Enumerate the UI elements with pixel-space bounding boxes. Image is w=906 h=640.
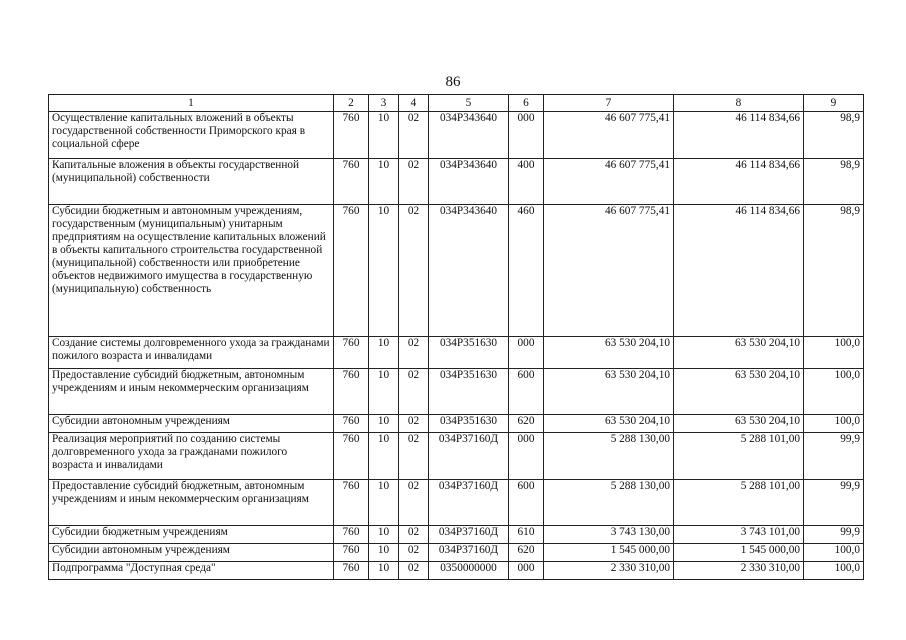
col-2: 760	[334, 433, 369, 480]
table-row	[49, 159, 864, 205]
col-4: 02	[399, 159, 429, 205]
col-3: 10	[369, 562, 399, 580]
col-2: 760	[334, 159, 369, 205]
col-8: 3 743 101,00	[674, 526, 804, 544]
col-6: 400	[509, 159, 544, 205]
col-5: 034Р351630	[429, 369, 509, 415]
col-8: 46 114 834,66	[674, 205, 804, 337]
col-3: 10	[369, 544, 399, 562]
row-name: Капитальные вложения в объекты государственной (муниципальной) собственности	[49, 159, 334, 205]
row-name: Субсидии автономным учреждениям	[49, 415, 334, 433]
col-2: 760	[334, 562, 369, 580]
row-name: Субсидии бюджетным и автономным учреждениям, государственным (муниципальным) унитарным предприятиям на осуществление капитальных вложений в объекты капитального строительства государственной (муниципальной) собственности или приобретение объектов недвижимого имущества в государственную (муниципальную) собственность	[49, 205, 334, 337]
col-6: 620	[509, 415, 544, 433]
header-cell: 7	[544, 95, 674, 112]
header-row	[49, 95, 864, 112]
header-cell: 4	[399, 95, 429, 112]
col-5: 034Р343640	[429, 159, 509, 205]
col-8: 63 530 204,10	[674, 415, 804, 433]
header-cell: 1	[49, 95, 334, 112]
col-7: 46 607 775,41	[544, 159, 674, 205]
table-row	[49, 544, 864, 562]
col-4: 02	[399, 205, 429, 337]
header-cell: 5	[429, 95, 509, 112]
col-7: 2 330 310,00	[544, 562, 674, 580]
row-name: Субсидии бюджетным учреждениям	[49, 526, 334, 544]
col-7: 46 607 775,41	[544, 112, 674, 159]
col-4: 02	[399, 433, 429, 480]
col-2: 760	[334, 415, 369, 433]
col-9: 98,9	[804, 159, 864, 205]
col-9: 98,9	[804, 112, 864, 159]
header-cell: 9	[804, 95, 864, 112]
row-name: Создание системы долговременного ухода за гражданами пожилого возраста и инвалидами	[49, 337, 334, 369]
col-9: 100,0	[804, 337, 864, 369]
col-9: 100,0	[804, 369, 864, 415]
table-row	[49, 112, 864, 159]
row-name: Предоставление субсидий бюджетным, автономным учреждениям и иным некоммерческим организациям	[49, 480, 334, 526]
col-6: 000	[509, 112, 544, 159]
header-cell: 2	[334, 95, 369, 112]
table-row	[49, 526, 864, 544]
col-9: 98,9	[804, 205, 864, 337]
col-9: 99,9	[804, 433, 864, 480]
col-7: 63 530 204,10	[544, 369, 674, 415]
col-6: 000	[509, 562, 544, 580]
col-2: 760	[334, 112, 369, 159]
col-2: 760	[334, 480, 369, 526]
col-7: 63 530 204,10	[544, 337, 674, 369]
col-3: 10	[369, 415, 399, 433]
col-5: 0350000000	[429, 562, 509, 580]
col-2: 760	[334, 526, 369, 544]
header-cell: 3	[369, 95, 399, 112]
col-3: 10	[369, 526, 399, 544]
col-9: 99,9	[804, 526, 864, 544]
col-5: 034Р37160Д	[429, 480, 509, 526]
page-number: 86	[445, 74, 461, 90]
col-8: 63 530 204,10	[674, 369, 804, 415]
table-row	[49, 205, 864, 337]
col-9: 100,0	[804, 562, 864, 580]
col-3: 10	[369, 205, 399, 337]
col-5: 034Р343640	[429, 112, 509, 159]
col-3: 10	[369, 480, 399, 526]
row-name: Предоставление субсидий бюджетным, автономным учреждениям и иным некоммерческим организациям	[49, 369, 334, 415]
col-9: 99,9	[804, 480, 864, 526]
col-7: 63 530 204,10	[544, 415, 674, 433]
table-row	[49, 369, 864, 415]
col-8: 46 114 834,66	[674, 159, 804, 205]
table-row	[49, 562, 864, 580]
col-3: 10	[369, 433, 399, 480]
col-6: 610	[509, 526, 544, 544]
col-6: 000	[509, 433, 544, 480]
col-8: 1 545 000,00	[674, 544, 804, 562]
col-5: 034Р343640	[429, 205, 509, 337]
col-8: 2 330 310,00	[674, 562, 804, 580]
col-5: 034Р37160Д	[429, 526, 509, 544]
col-2: 760	[334, 337, 369, 369]
col-7: 3 743 130,00	[544, 526, 674, 544]
col-4: 02	[399, 562, 429, 580]
table-row	[49, 337, 864, 369]
table-row	[49, 433, 864, 480]
col-6: 460	[509, 205, 544, 337]
table-row	[49, 480, 864, 526]
col-6: 600	[509, 480, 544, 526]
col-3: 10	[369, 369, 399, 415]
col-7: 1 545 000,00	[544, 544, 674, 562]
col-9: 100,0	[804, 544, 864, 562]
col-4: 02	[399, 480, 429, 526]
table-row	[49, 415, 864, 433]
col-5: 034Р37160Д	[429, 433, 509, 480]
col-3: 10	[369, 112, 399, 159]
col-7: 5 288 130,00	[544, 433, 674, 480]
row-name: Подпрограмма "Доступная среда"	[49, 562, 334, 580]
col-5: 034Р351630	[429, 337, 509, 369]
col-7: 46 607 775,41	[544, 205, 674, 337]
row-name: Реализация мероприятий по созданию системы долговременного ухода за гражданами пожилого возраста и инвалидами	[49, 433, 334, 480]
col-6: 600	[509, 369, 544, 415]
col-4: 02	[399, 544, 429, 562]
col-8: 5 288 101,00	[674, 480, 804, 526]
col-8: 5 288 101,00	[674, 433, 804, 480]
col-8: 63 530 204,10	[674, 337, 804, 369]
budget-table	[48, 94, 864, 580]
col-7: 5 288 130,00	[544, 480, 674, 526]
col-4: 02	[399, 369, 429, 415]
col-9: 100,0	[804, 415, 864, 433]
col-5: 034Р37160Д	[429, 544, 509, 562]
header-cell: 6	[509, 95, 544, 112]
col-8: 46 114 834,66	[674, 112, 804, 159]
col-4: 02	[399, 415, 429, 433]
col-4: 02	[399, 112, 429, 159]
col-2: 760	[334, 544, 369, 562]
col-3: 10	[369, 337, 399, 369]
col-4: 02	[399, 526, 429, 544]
col-2: 760	[334, 205, 369, 337]
col-2: 760	[334, 369, 369, 415]
header-cell: 8	[674, 95, 804, 112]
col-5: 034Р351630	[429, 415, 509, 433]
row-name: Осуществление капитальных вложений в объекты государственной собственности Приморского края в социальной сфере	[49, 112, 334, 159]
row-name: Субсидии автономным учреждениям	[49, 544, 334, 562]
col-6: 000	[509, 337, 544, 369]
col-6: 620	[509, 544, 544, 562]
col-4: 02	[399, 337, 429, 369]
col-3: 10	[369, 159, 399, 205]
